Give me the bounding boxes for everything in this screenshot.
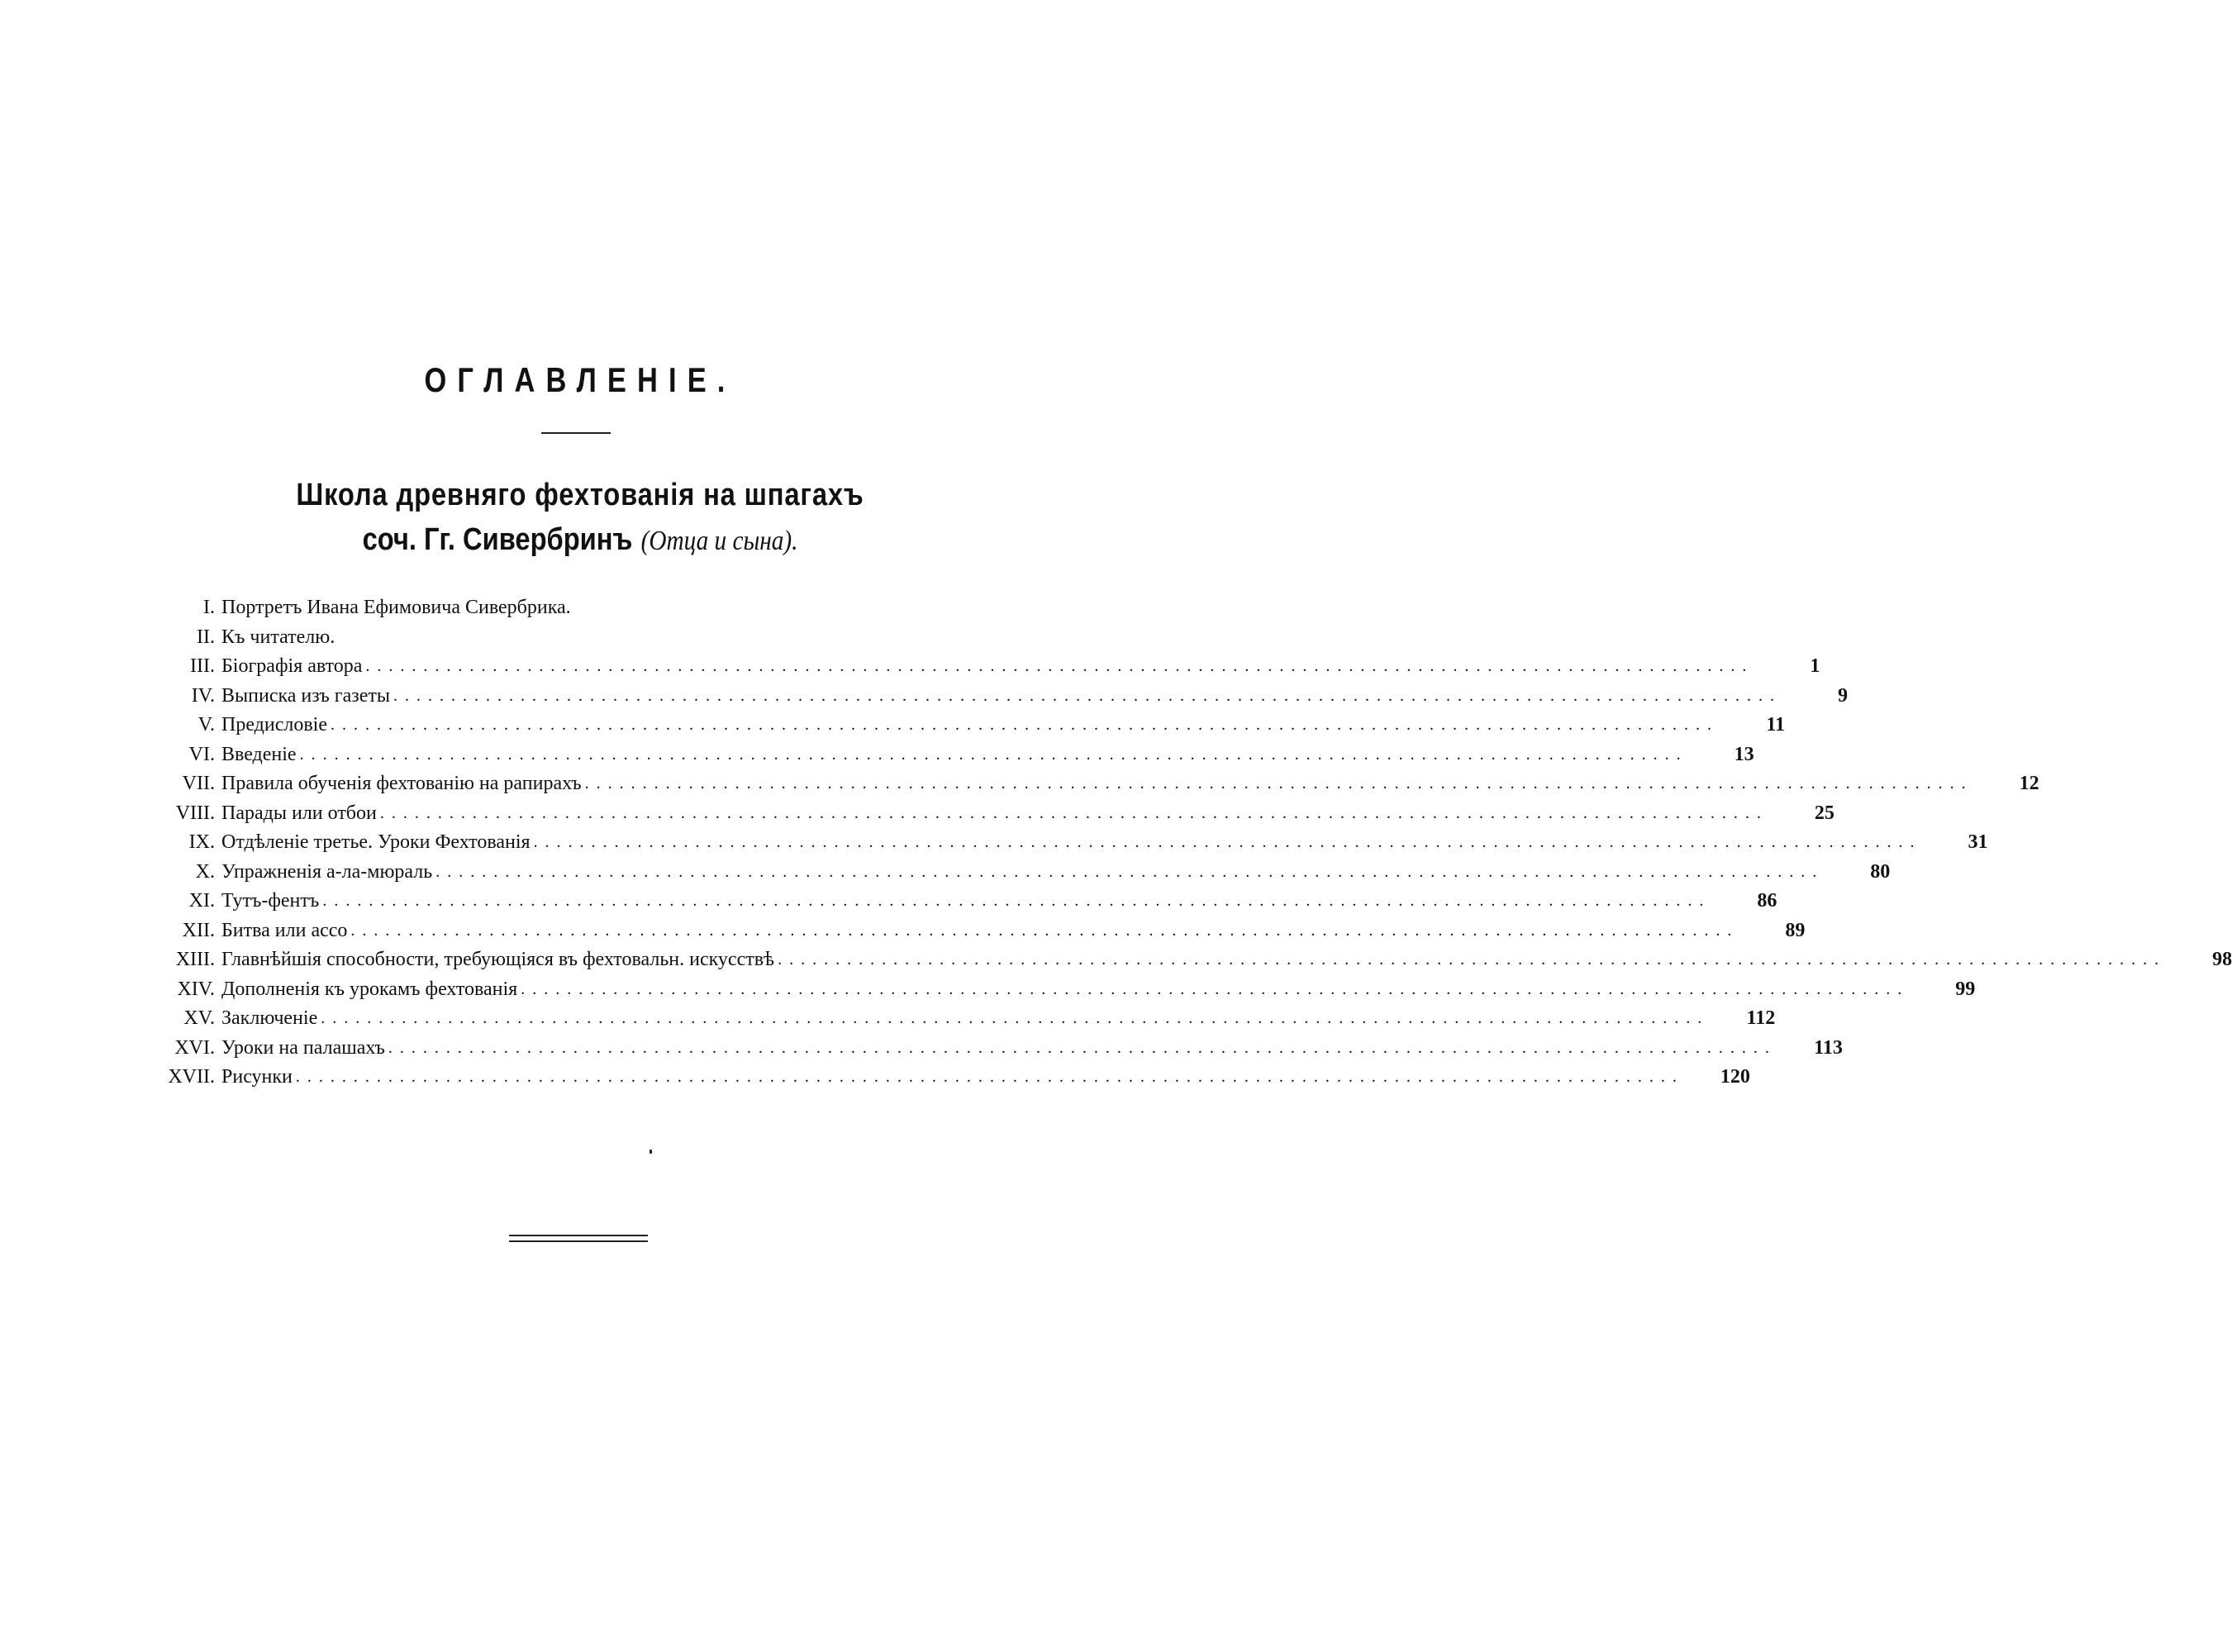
ink-speck <box>650 1150 652 1154</box>
toc-entry-page: 99 <box>1955 978 1976 1000</box>
toc-leader-dots: ........................................................................................................................ <box>778 950 2167 969</box>
book-author-line <box>81 522 1078 558</box>
toc-entry-title: Главнѣйшія способности, требующіяся въ фехтовальн. искусствѣ <box>221 949 775 971</box>
toc-entry-title: Упражненія а-ла-мюраль <box>221 860 433 883</box>
toc-entry <box>157 945 2232 975</box>
toc-entry-page: 11 <box>1766 714 1786 736</box>
toc-entry-number: XIV. <box>177 978 215 1000</box>
toc-entry-page: 13 <box>1734 743 1754 765</box>
toc-leader-dots: ........................................................................................................................ <box>379 803 1768 822</box>
toc-entry <box>157 1034 1843 1064</box>
toc-leader-dots: ........................................................................................................................ <box>533 833 1922 852</box>
toc-entry <box>157 682 1848 712</box>
toc-entry-page: 89 <box>1785 919 1806 941</box>
toc-entry <box>157 828 1988 858</box>
toc-entry <box>157 769 2039 799</box>
toc-entry-page: 98 <box>2212 949 2232 971</box>
toc-entry-title: Выписка изъ газеты <box>221 684 390 707</box>
toc-entry <box>157 858 1891 888</box>
toc-entry-number: V. <box>198 714 215 736</box>
toc-entry-title: Уроки на палашахъ <box>221 1036 385 1059</box>
author-note: (Отца и сына). <box>640 526 798 556</box>
toc-entry <box>157 711 1786 740</box>
toc-entry <box>157 975 1976 1005</box>
toc-entry-title: Портретъ Ивана Ефимовича Сивербрика. <box>221 597 571 619</box>
toc-entry-title: Предисловіе <box>221 714 328 736</box>
book-title: Школа древняго фехтованія на шпагахъ <box>296 478 864 512</box>
toc-entry-page: 113 <box>1814 1036 1843 1059</box>
toc-entry-number: VIII. <box>175 802 215 824</box>
toc-entry <box>157 740 1754 770</box>
toc-entry-number: X. <box>195 860 215 883</box>
toc-leader-dots: ........................................................................................................................ <box>331 716 1720 735</box>
toc-leader-dots: ........................................................................................................................ <box>299 745 1688 764</box>
toc-entry-number: XVII. <box>168 1066 215 1088</box>
toc-entry-title: Рисунки <box>221 1066 293 1088</box>
toc-leader-dots: ........................................................................................................................ <box>435 862 1825 881</box>
toc-entry <box>157 1004 1776 1034</box>
toc-entry-page: 80 <box>1870 860 1891 883</box>
toc-leader-dots: ........................................................................................................................ <box>365 657 1754 676</box>
toc-entry-title: Отдѣленіе третье. Уроки Фехтованія <box>221 831 531 854</box>
toc-entry-title: Парады или отбои <box>221 802 377 824</box>
toc-entry-page: 31 <box>1968 831 1988 854</box>
page-title: ОГЛАВЛЕНІЕ. <box>424 360 736 399</box>
toc-leader-dots: ........................................................................................................................ <box>295 1068 1684 1087</box>
toc-entry-page: 120 <box>1720 1066 1750 1088</box>
table-of-contents <box>157 593 2232 1093</box>
toc-entry <box>157 799 1835 829</box>
toc-entry-number: XV. <box>183 1007 215 1030</box>
toc-entry-title: Къ читателю. <box>221 626 336 648</box>
toc-entry-number: XI. <box>188 890 215 912</box>
toc-entry-title: Заключеніе <box>221 1007 318 1030</box>
toc-entry-page: 12 <box>2019 773 2039 795</box>
toc-leader-dots: ........................................................................................................................ <box>521 979 1910 998</box>
toc-entry-number: XIII. <box>175 949 215 971</box>
title-divider <box>541 432 611 434</box>
toc-leader-dots: ........................................................................................................................ <box>321 1009 1710 1028</box>
toc-leader-dots: ........................................................................................................................ <box>388 1038 1777 1057</box>
toc-entry-number: II. <box>197 626 215 648</box>
toc-entry-number: XVI. <box>174 1036 215 1059</box>
toc-entry-title: Правила обученія фехтованію на рапирахъ <box>221 773 582 795</box>
toc-entry-title: Дополненія къ урокамъ фехтованія <box>221 978 518 1000</box>
toc-entry-title: Введеніе <box>221 743 297 765</box>
toc-entry <box>157 652 1820 682</box>
toc-entry-number: IX. <box>188 831 215 854</box>
toc-entry-title: Тутъ-фентъ <box>221 890 320 912</box>
toc-entry-number: III. <box>190 655 215 678</box>
end-ornament-rule <box>509 1235 648 1243</box>
toc-entry-number: I. <box>203 597 215 619</box>
toc-entry <box>157 1063 1750 1093</box>
toc-entry <box>157 916 1806 946</box>
toc-entry-page: 9 <box>1838 684 1848 707</box>
toc-entry <box>157 623 1005 653</box>
toc-leader-dots: ........................................................................................................................ <box>350 921 1739 940</box>
toc-entry-number: IV. <box>191 684 215 707</box>
toc-entry-page: 86 <box>1757 890 1778 912</box>
toc-entry-page: 112 <box>1746 1007 1776 1030</box>
toc-entry-page: 25 <box>1814 802 1835 824</box>
toc-leader-dots: ........................................................................................................................ <box>322 892 1711 911</box>
toc-entry-number: VI. <box>188 743 215 765</box>
toc-leader-dots: ........................................................................................................................ <box>584 774 1973 793</box>
toc-entry <box>157 887 1778 916</box>
toc-entry-number: VII. <box>182 773 215 795</box>
toc-entry-title: Битва или ассо <box>221 919 348 941</box>
toc-entry <box>157 593 1005 623</box>
toc-entry-title: Біографія автора <box>221 655 363 678</box>
book-author: соч. Гг. Сивербринъ <box>362 522 633 557</box>
toc-leader-dots: ........................................................................................................................ <box>393 686 1782 705</box>
toc-entry-number: XII. <box>182 919 215 941</box>
toc-entry-page: 1 <box>1810 655 1820 678</box>
